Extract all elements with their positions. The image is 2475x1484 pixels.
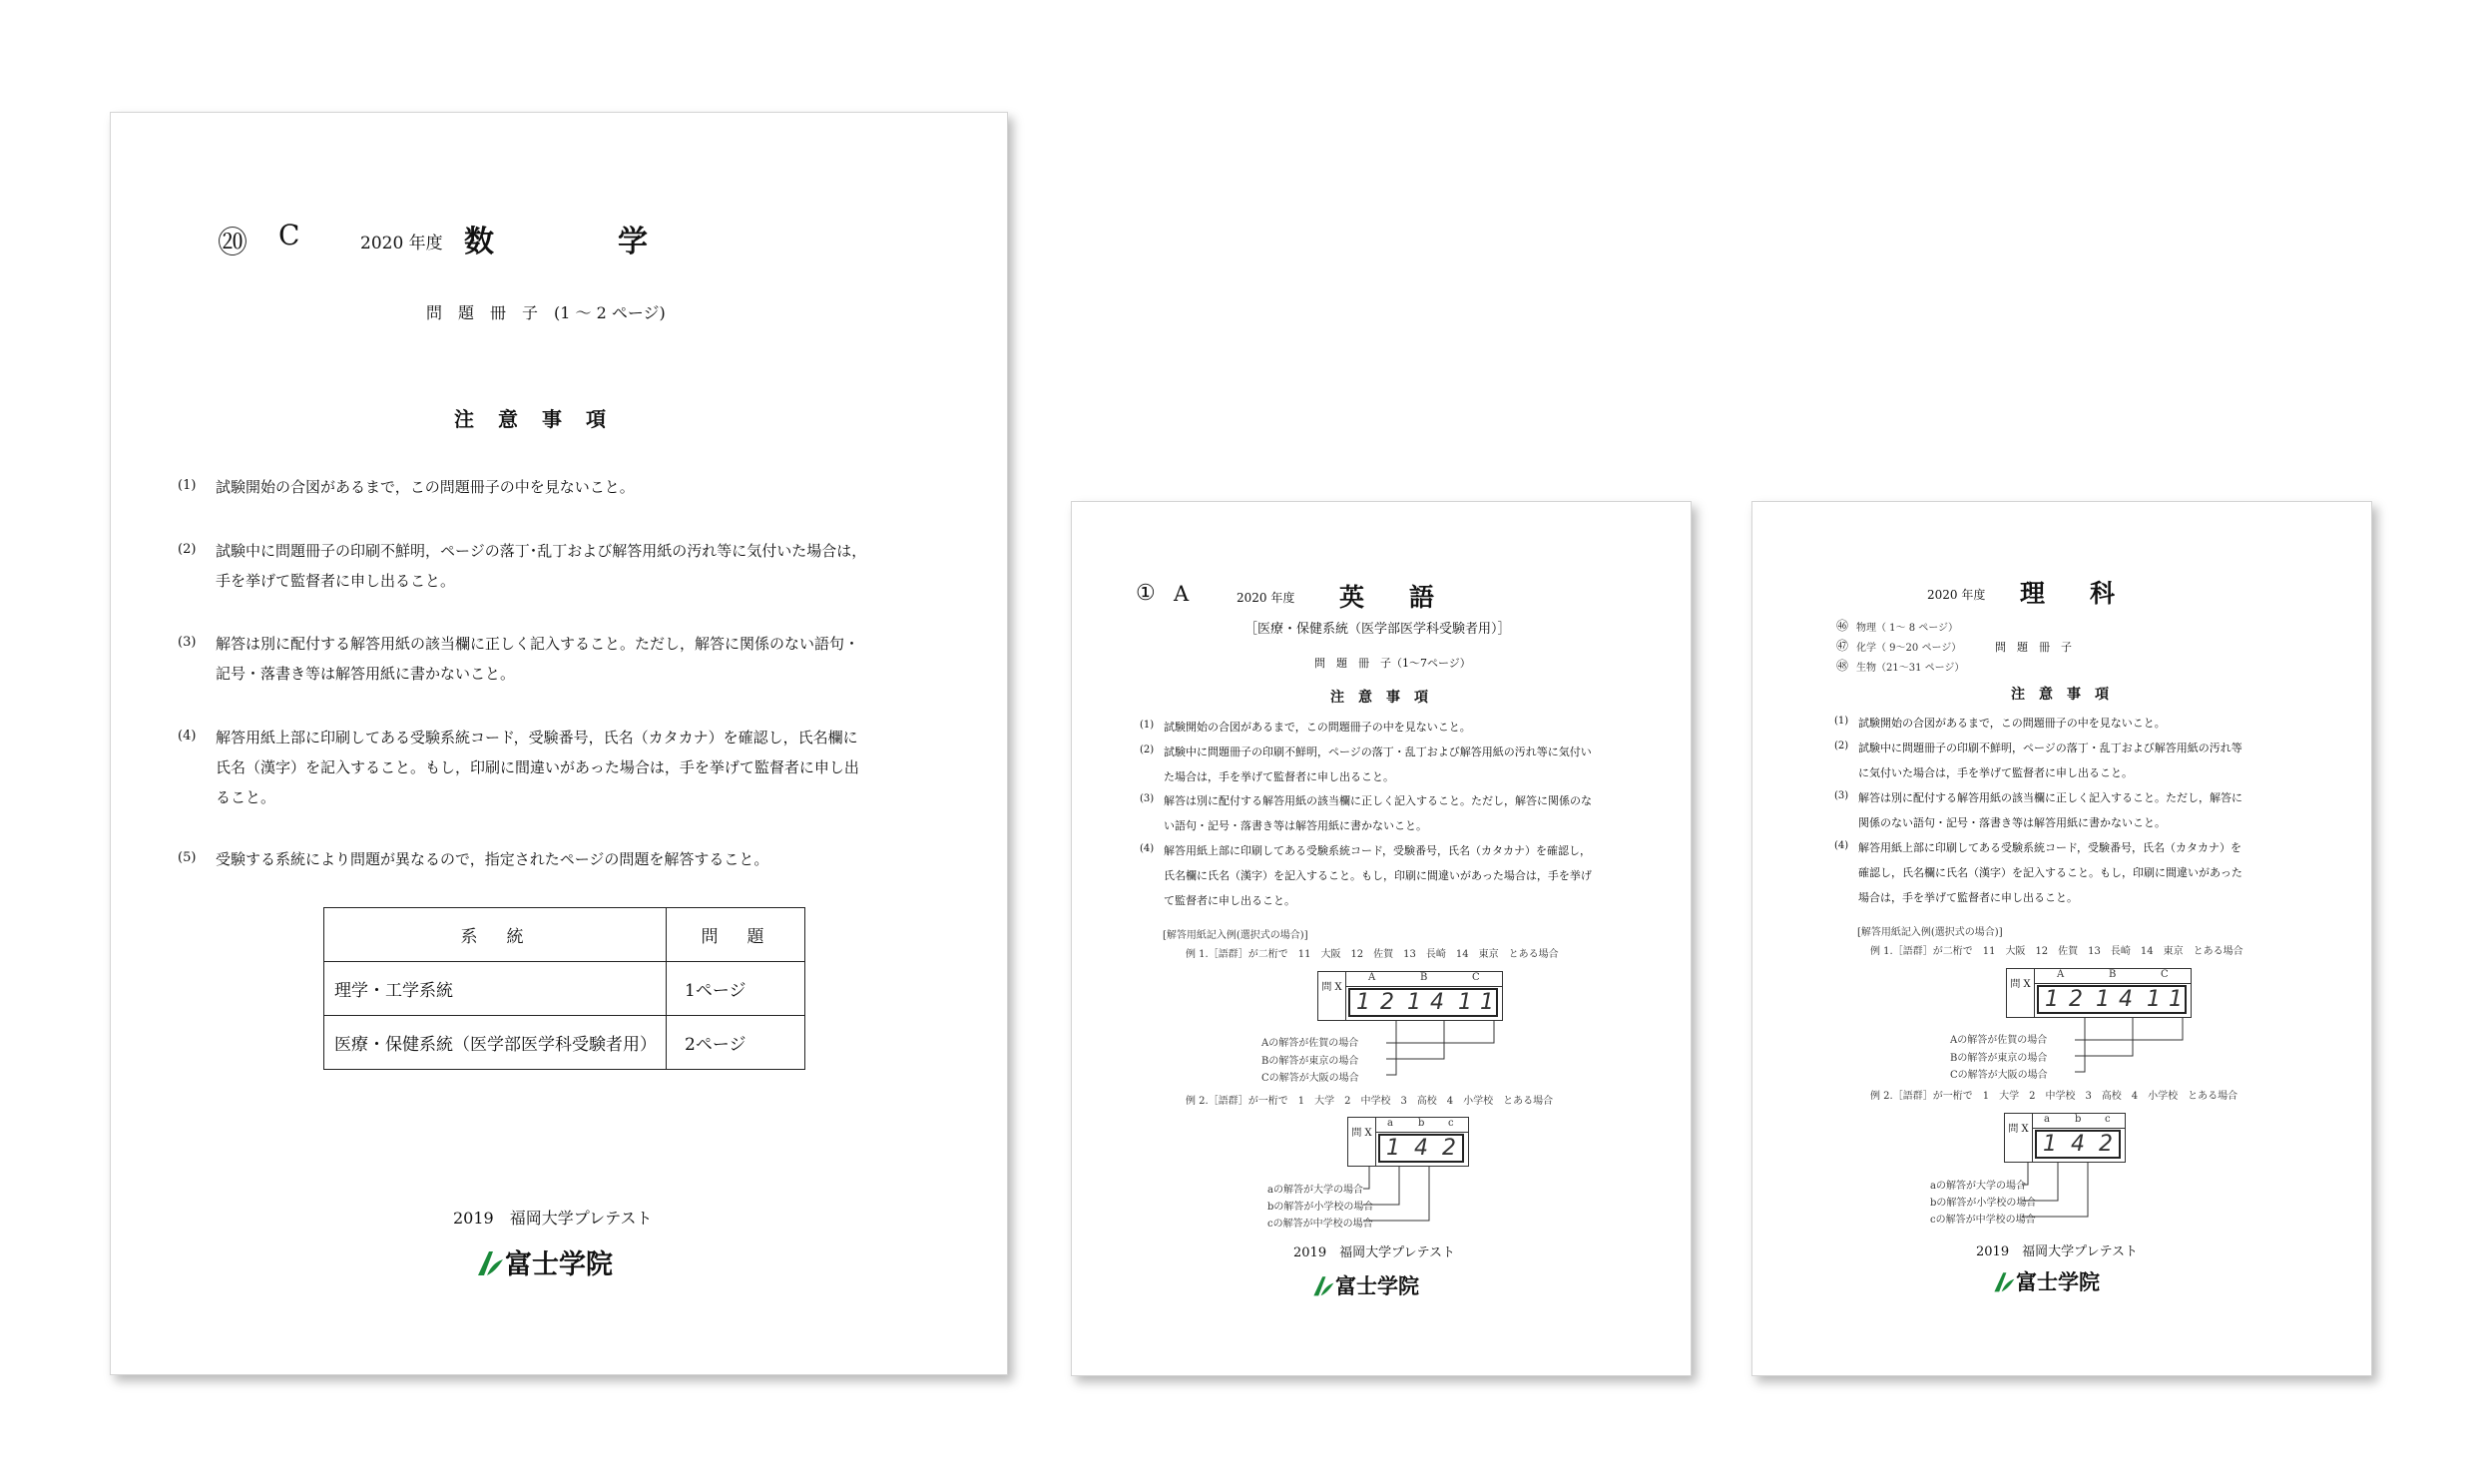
math-code-letter: C	[278, 219, 300, 251]
answer-digits: 1 4 2	[1378, 1134, 1464, 1163]
science-example-2-answer-box	[2004, 1113, 2126, 1163]
english-example-1-note: Bの解答が東京の場合	[1261, 1056, 1359, 1067]
english-code-letter: A	[1174, 582, 1190, 606]
science-subject-char-1: 理	[2020, 579, 2046, 608]
math-code-number: ⑳	[218, 226, 248, 260]
question-label: 問 X	[2007, 969, 2035, 1017]
english-subject-char-1: 英	[1339, 583, 1365, 612]
table-cell: 医療・保健系統（医学部医学科受験者用）	[324, 1016, 667, 1070]
english-footer: 2019 福岡大学プレテスト	[1293, 1245, 1456, 1260]
english-notice-title: 注 意 事 項	[1330, 690, 1428, 706]
english-booklet-pages: 問 題 冊 子（1～7ページ）	[1314, 657, 1471, 670]
english-example-2: 例 2.［語群］が一桁で 1 大学 2 中学校 3 高校 4 小学校 とある場合	[1186, 1096, 1554, 1107]
science-footer: 2019 福岡大学プレテスト	[1976, 1244, 2139, 1259]
question-label: 問 X	[2005, 1114, 2033, 1162]
fuji-gakuin-logo: 富士学院	[1992, 1266, 2100, 1296]
english-subject-char-2: 語	[1409, 583, 1435, 612]
math-booklet-pages: 問 題 冊 子 (1 ～ 2 ページ)	[426, 303, 666, 322]
answer-digits: 1 2 1 4 1 1	[1348, 988, 1498, 1017]
table-cell: 2ページ	[667, 1016, 805, 1070]
english-example-title: [解答用紙記入例(選択式の場合)]	[1163, 930, 1308, 941]
science-notice-title: 注 意 事 項	[2011, 687, 2109, 703]
science-example-title: [解答用紙記入例(選択式の場合)]	[1857, 927, 2003, 938]
science-example-1-note: Cの解答が大阪の場合	[1950, 1070, 2048, 1081]
fuji-gakuin-logo: 富士学院	[1311, 1270, 1419, 1300]
answer-columns: A B C	[2035, 969, 2191, 984]
math-subject-char-2: 学	[618, 225, 648, 259]
english-example-1-note: Aの解答が佐賀の場合	[1261, 1038, 1359, 1049]
english-booklet-cover: ① A 2020 年度 英 語 ［医療・保健系統（医学部医学科受験者用）］ 問 題 冊 子（1～7ページ） 注 意 事 項 (1) 試験開始の合図があるまで，この問題冊子の中を見ないこと。 (2) 試験中に問題冊子の印刷不鮮明，ページの落丁・乱丁および解答用紙の汚れ等に気付い た場合は，手を挙げて監督者に申し出ること。 (3) 解答は別に配付する解答用紙の該当欄に正しく記入すること。ただし，解答に関係のな い語句・記号・落書き等は解答用紙に書かないこと。 (4) 解答用紙上部に印刷してある受験系統コード，受験番号，氏名（カタカナ）を確認し， 氏名欄に氏名（漢字）を記入すること。もし，印刷に間違いがあった場合は，手を挙げ て監督者に申し出ること。 [解答用紙記入例(選択式の場合)] 例 1.［語群］が二桁で 11 大阪 12 佐賀 13 長崎 14 東京 とある場合 問 X A B C 1 2 1 4 1 1 Aの解答が佐賀の場合 Bの解答が東京の場合 Cの解答が大阪の場合 例 2.［語群］が一桁で 1 大学 2 中学校 3 高校 4 小学校 とある場合 問 X a b c 1 4 2 aの解答が大学の場合 bの解答が小学校の場合 cの解答が中学校の場合 2019 福岡大学プレテスト 富士学院	[1071, 501, 1692, 1376]
fuji-leaf-icon	[1992, 1269, 2016, 1293]
table-header-cell: 問 題	[667, 908, 805, 962]
answer-columns: A B C	[1346, 972, 1502, 987]
math-notice-title: 注 意 事 項	[454, 407, 608, 431]
answer-digits: 1 4 2	[2035, 1130, 2121, 1159]
math-year: 2020 年度	[360, 234, 443, 253]
science-example-2-note: cの解答が中学校の場合	[1930, 1215, 2036, 1226]
science-example-1-answer-box	[2006, 968, 2192, 1018]
english-example-1-note: Cの解答が大阪の場合	[1261, 1073, 1359, 1084]
english-example-1-answer-box	[1317, 971, 1503, 1021]
science-year: 2020 年度	[1927, 588, 1986, 602]
answer-digits: 1 2 1 4 1 1	[2037, 985, 2187, 1014]
english-target-system: ［医療・保健系統（医学部医学科受験者用）］	[1244, 622, 1511, 637]
science-example-1-note: Bの解答が東京の場合	[1950, 1053, 2048, 1064]
math-footer: 2019 福岡大学プレテスト	[453, 1209, 653, 1228]
math-system-table	[323, 907, 805, 1070]
question-label: 問 X	[1348, 1118, 1376, 1166]
table-row	[324, 1016, 805, 1070]
english-example-2-note: bの解答が小学校の場合	[1267, 1202, 1374, 1213]
answer-columns: a b c	[1376, 1118, 1468, 1133]
english-example-2-note: cの解答が中学校の場合	[1267, 1219, 1373, 1230]
math-booklet-cover: ⑳ C 2020 年度 数 学 問 題 冊 子 (1 ～ 2 ページ) 注 意 事 項 (1) 試験開始の合図があるまで，この問題冊子の中を見ないこと。 (2) 試験中に問題冊子の印刷不鮮明，ページの落丁･乱丁および解答用紙の汚れ等に気付いた場合は， 手を挙げて監督者に申し出ること。 (3) 解答は別に配付する解答用紙の該当欄に正しく記入すること。ただし，解答に関係のない語句・ 記号・落書き等は解答用紙に書かないこと。 (4) 解答用紙上部に印刷してある受験系統コード，受験番号，氏名（カタカナ）を確認し，氏名欄に 氏名（漢字）を記入すること。もし，印刷に間違いがあった場合は，手を挙げて監督者に申し出 ること。 (5) 受験する系統により問題が異なるので，指定されたページの問題を解答すること。 系 統 問 題 理学・工学系統 1ページ 医療・保健系統（医学部医学科受験者用） 2ページ 2019 福岡大学プレテスト 富士学院	[110, 112, 1008, 1375]
english-example-2-note: aの解答が大学の場合	[1267, 1185, 1363, 1196]
english-year: 2020 年度	[1237, 591, 1295, 605]
question-label: 問 X	[1318, 972, 1346, 1020]
fuji-leaf-icon	[475, 1247, 505, 1277]
science-example-2: 例 2.［語群］が一桁で 1 大学 2 中学校 3 高校 4 小学校 とある場合	[1870, 1091, 2238, 1102]
science-example-2-note: bの解答が小学校の場合	[1930, 1198, 2037, 1209]
table-header-row	[324, 908, 805, 962]
science-example-2-note: aの解答が大学の場合	[1930, 1181, 2026, 1192]
science-subject-char-2: 科	[2090, 579, 2116, 608]
table-cell: 理学・工学系統	[324, 962, 667, 1016]
table-header-cell: 系 統	[324, 908, 667, 962]
english-example-2-answer-box	[1347, 1117, 1469, 1167]
science-booklet-label: 問 題 冊 子	[1995, 641, 2072, 654]
table-row	[324, 962, 805, 1016]
english-example-1: 例 1.［語群］が二桁で 11 大阪 12 佐賀 13 長崎 14 東京 とある場合	[1186, 949, 1559, 960]
science-example-1: 例 1.［語群］が二桁で 11 大阪 12 佐賀 13 長崎 14 東京 とある場合	[1870, 946, 2243, 957]
english-code-number: ①	[1136, 581, 1156, 606]
fuji-gakuin-logo: 富士学院	[475, 1242, 613, 1281]
science-booklet-cover: 2020 年度 理 科 ㊻ 物理（ 1～ 8 ページ） ㊼ 化学（ 9～20 ページ） ㊽ 生物（21～31 ページ） 問 題 冊 子 注 意 事 項 (1) 試験開始の合図があるまで，この問題冊子の中を見ないこと。 (2) 試験中に問題冊子の印刷不鮮明，ページの落丁・乱丁および解答用紙の汚れ等 に気付いた場合は，手を挙げて監督者に申し出ること。 (3) 解答は別に配付する解答用紙の該当欄に正しく記入すること。ただし，解答に 関係のない語句・記号・落書き等は解答用紙に書かないこと。 (4) 解答用紙上部に印刷してある受験系統コード，受験番号，氏名（カタカナ）を 確認し，氏名欄に氏名（漢字）を記入すること。もし，印刷に間違いがあった 場合は，手を挙げて監督者に申し出ること。 [解答用紙記入例(選択式の場合)] 例 1.［語群］が二桁で 11 大阪 12 佐賀 13 長崎 14 東京 とある場合 問 X A B C 1 2 1 4 1 1 Aの解答が佐賀の場合 Bの解答が東京の場合 Cの解答が大阪の場合 例 2.［語群］が一桁で 1 大学 2 中学校 3 高校 4 小学校 とある場合 問 X a b c 1 4 2 aの解答が大学の場合 bの解答が小学校の場合 cの解答が中学校の場合 2019 福岡大学プレテスト 富士学院	[1751, 501, 2372, 1376]
answer-columns: a b c	[2033, 1114, 2125, 1129]
fuji-leaf-icon	[1311, 1273, 1335, 1297]
science-example-1-note: Aの解答が佐賀の場合	[1950, 1035, 2048, 1046]
math-subject-char-1: 数	[464, 225, 494, 259]
table-cell: 1ページ	[667, 962, 805, 1016]
